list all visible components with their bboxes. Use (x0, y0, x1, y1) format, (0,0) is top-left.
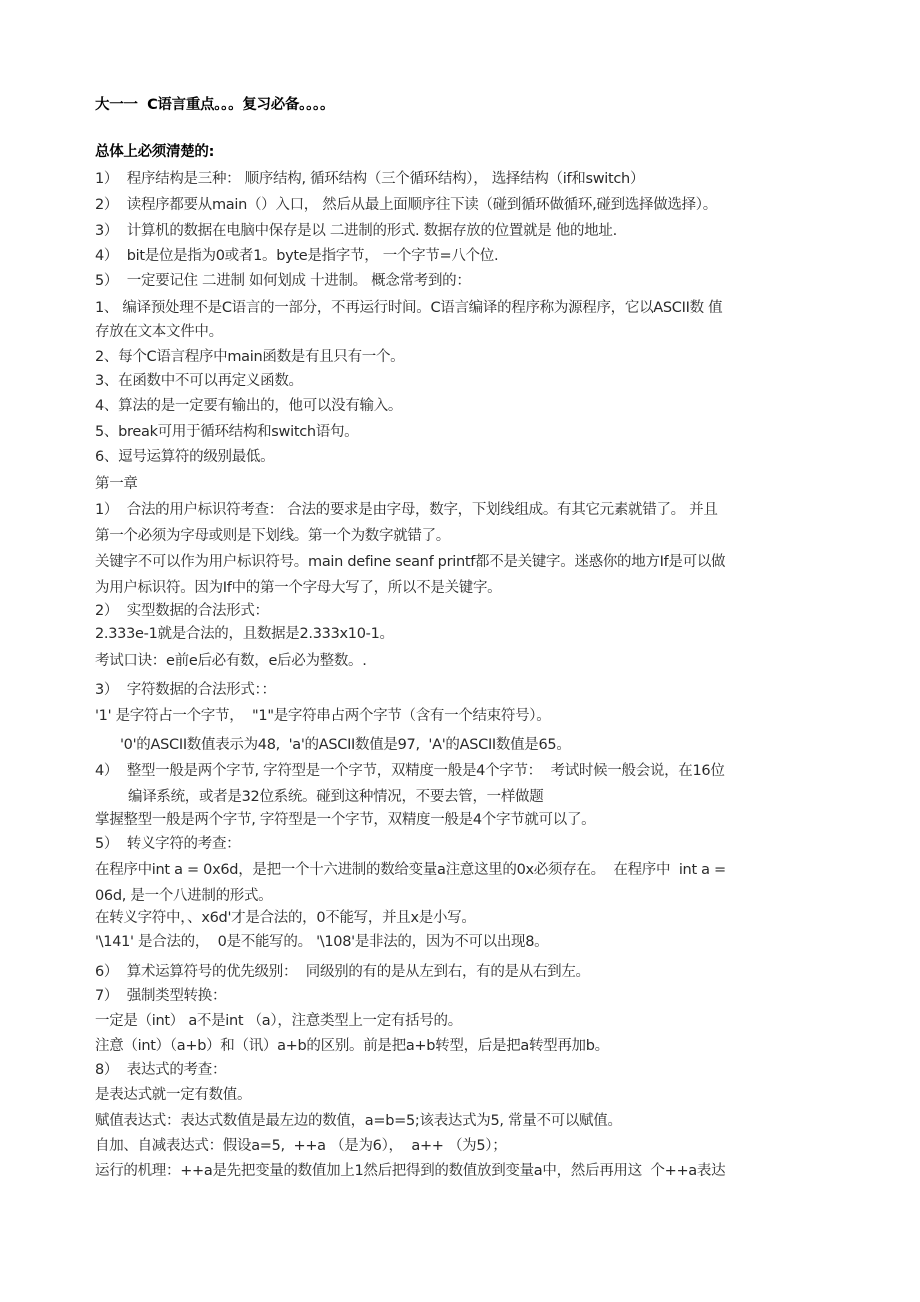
text-line: 5） 转义字符的考查： (95, 836, 241, 852)
text-line: 2） 实型数据的合法形式： (95, 603, 269, 619)
text-line: 6、逗号运算符的级别最低。 (95, 449, 275, 465)
text-line: 考试口诀：e前e后必有数，e后必为整数。. (95, 653, 367, 669)
text-line: 1） 程序结构是三种： 顺序结构, 循环结构（三个循环结构）， 选择结构（if和switch） (95, 171, 645, 187)
text-line: 一定是（int） a不是int （a），注意类型上一定有括号的。 (95, 1013, 462, 1029)
text-line: 8） 表达式的考查： (95, 1062, 227, 1078)
text-line: 4） 整型一般是两个字节, 字符型是一个字节，双精度一般是4个字节： 考试时候一般会说，在16位 (95, 763, 725, 779)
text-line: 2、每个C语言程序中main函数是有且只有一个。 (95, 349, 405, 365)
text-line: 是表达式就一定有数值。 (95, 1087, 252, 1103)
text-line: '0'的ASCII数值表示为48, 'a'的ASCII数值是97, 'A'的ASCII数值是65。 (120, 737, 571, 753)
text-line: 3） 字符数据的合法形式：： (95, 682, 276, 698)
text-line: 第一个必须为字母或则是下划线。第一个为数字就错了。 (95, 528, 450, 544)
text-line: 掌握整型一般是两个字节, 字符型是一个字节，双精度一般是4个字节就可以了。 (95, 812, 596, 828)
text-line: 3） 计算机的数据在电脑中保存是以 二进制的形式. 数据存放的位置就是 他的地址. (95, 223, 617, 239)
text-line: 1） 合法的用户标识符考查： 合法的要求是由字母，数字，下划线组成。有其它元素就错了。 并且 (95, 502, 718, 518)
text-line: 编译系统，或者是32位系统。碰到这种情况，不要去管，一样做题 (128, 789, 544, 805)
text-line: 5） 一定要记住 二进制 如何划成 十进制。 概念常考到的： (95, 273, 471, 289)
section-heading: 总体上必须清楚的: (95, 144, 215, 160)
text-line: 自加、自减表达式：假设a=5, ++a （是为6）， a++ （为5）； (95, 1138, 507, 1154)
chapter-heading: 第一章 (95, 476, 138, 492)
text-line: 运行的机理：++a是先把变量的数值加上1然后把得到的数值放到变量a中，然后再用这 个++a表达 (95, 1163, 726, 1179)
text-line: 注意（int）（a+b）和（讯）a+b的区别。前是把a+b转型，后是把a转型再加b。 (95, 1038, 609, 1054)
text-line: 在转义字符中，、x6d'才是合法的，0不能写，并且x是小写。 (95, 910, 476, 926)
document-title: 大一一 C语言重点。。。复习必备。。。。 (95, 97, 335, 113)
text-line: 4） bit是位是指为0或者1。byte是指字节， 一个字节=八个位. (95, 248, 499, 264)
text-line: 在程序中int a = 0x6d，是把一个十六进制的数给变量a注意这里的0x必须存在。 在程序中 int a = (95, 862, 726, 878)
text-line: 5、break可用于循环结构和switch语句。 (95, 424, 359, 440)
text-line: 3、在函数中不可以再定义函数。 (95, 373, 303, 389)
text-line: 为用户标识符。因为If中的第一个字母大写了，所以不是关键字。 (95, 580, 502, 596)
text-line: 关键字不可以作为用户标识符号。main define seanf printf都不是关键字。迷惑你的地方If是可以做 (95, 554, 726, 570)
text-line: 06d, 是一个八进制的形式。 (95, 888, 273, 904)
text-line: 6） 算术运算符号的优先级别： 同级别的有的是从左到右，有的是从右到左。 (95, 964, 590, 980)
text-line: 2.333e-1就是合法的，且数据是2.333x10-1。 (95, 626, 394, 642)
text-line: 赋值表达式：表达式数值是最左边的数值，a=b=5;该表达式为5, 常量不可以赋值。 (95, 1113, 622, 1129)
text-line: 2） 读程序都要从main（）入口， 然后从最上面顺序往下读（碰到循环做循环,碰到选择做选择）。 (95, 197, 717, 213)
text-line: '\141' 是合法的， 0是不能写的。 '\108'是非法的，因为不可以出现8。 (95, 934, 549, 950)
text-line: 7） 强制类型转换： (95, 988, 227, 1004)
text-line: 存放在文本文件中。 (95, 324, 223, 340)
text-line: 1、 编译预处理不是C语言的一部分，不再运行时间。C语言编译的程序称为源程序，它以ASCII数 值 (95, 300, 723, 316)
text-line: 4、算法的是一定要有输出的，他可以没有输入。 (95, 398, 403, 414)
text-line: '1' 是字符占一个字节， "1"是字符串占两个字节（含有一个结束符号）。 (95, 708, 551, 724)
